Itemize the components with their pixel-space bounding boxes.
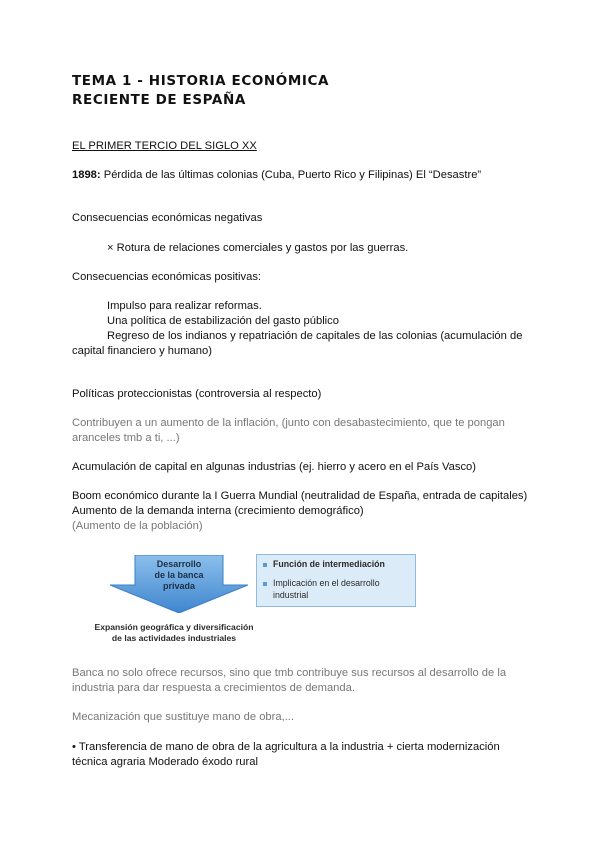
banca-text-line: Banca no solo ofrece recursos, sino que tmb contribuye sus recursos al desarrollo de la [72,667,507,679]
transfer-line: • Transferencia de mano de obra de la agricultura a la industria + cierta modernización [72,741,500,753]
arrow-label-line: privada [162,581,195,591]
banca-diagram-arrow [110,555,248,613]
inflation-line: Contribuyen a un aumento de la inflación, (junto con desabastecimiento, que te pongan [72,417,505,429]
boom-text: Boom económico durante la I Guerra Mundial (neutralidad de España, entrada de capitales) [72,490,528,502]
positive-item: Una política de estabilización del gasto público [107,315,339,327]
document-title [72,72,329,110]
positive-item-continuation: capital financiero y humano) [72,345,212,357]
box-item-continuation: industrial [273,590,309,600]
year-description: Pérdida de las últimas colonias (Cuba, Puerto Rico y Filipinas) El “Desastre” [100,169,482,181]
banca-text-line: industria para dar respuesta a crecimientos de demanda. [72,682,355,694]
title-line-2: RECIENTE DE ESPAÑA [72,92,246,108]
arrow-label-line: Desarrollo [156,559,202,569]
year-line [72,168,481,183]
negative-consequences-heading: Consecuencias económicas negativas [72,212,263,224]
box-item: Función de intermediación [273,559,385,569]
transfer-line: técnica agraria Moderado éxodo rural [72,756,258,768]
protectionist-heading: Políticas proteccionistas (controversia al respecto) [72,388,322,400]
caption-line: de las actividades industriales [111,633,237,643]
section-heading: EL PRIMER TERCIO DEL SIGLO XX [72,140,257,152]
diagram-caption [76,622,272,644]
capital-accumulation-text: Acumulación de capital en algunas industrias (ej. hierro y acero en el País Vasco) [72,461,476,473]
inflation-line: aranceles tmb a ti, ...) [72,432,180,444]
banca-functions-box [256,554,416,607]
arrow-label [110,559,248,592]
positive-item: Impulso para realizar reformas. [107,300,262,312]
box-item: Implicación en el desarrollo [273,578,380,588]
negative-consequence-item: × Rotura de relaciones comerciales y gastos por las guerras. [107,242,409,254]
year-label: 1898: [72,169,101,181]
arrow-label-line: de la banca [154,570,204,580]
positive-item: Regreso de los indianos y repatriación de capitales de las colonias (acumulación de [107,330,523,342]
title-line-1: TEMA 1 - HISTORIA ECONÓMICA [72,73,330,89]
population-text: (Aumento de la población) [72,520,203,532]
mecanizacion-text: Mecanización que sustituye mano de obra,... [72,711,295,723]
caption-line: Expansión geográfica y diversificación [94,622,254,632]
positive-consequences-heading: Consecuencias económicas positivas: [72,271,262,283]
demand-text: Aumento de la demanda interna (crecimiento demográfico) [72,505,364,517]
square-bullet-icon [263,582,267,586]
square-bullet-icon [263,563,267,567]
